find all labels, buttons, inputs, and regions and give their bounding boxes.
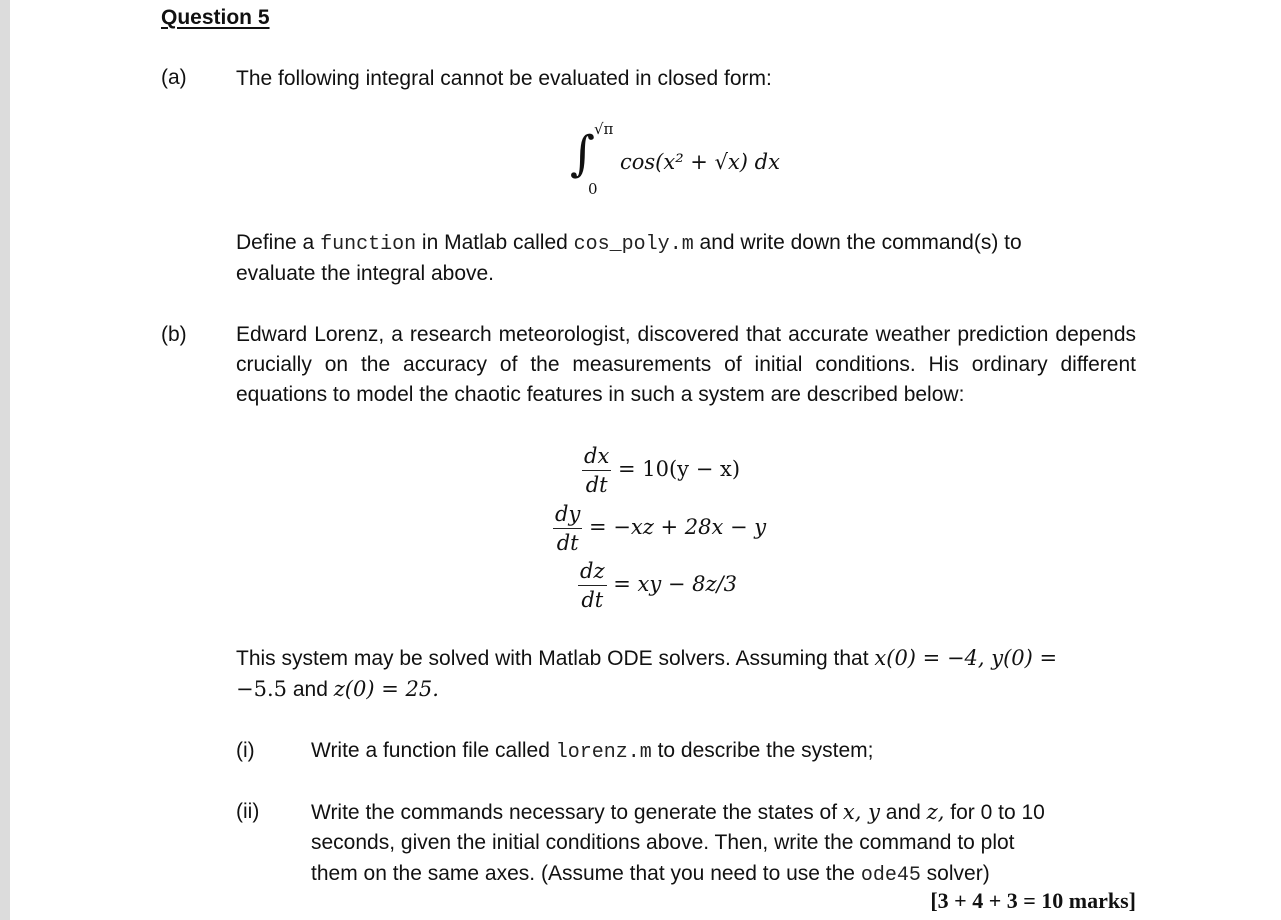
system-solve-line1 <box>236 643 1057 674</box>
text-fragment: in Matlab called <box>416 231 574 254</box>
initial-conditions-xy: x(0) = −4, y(0) = <box>874 646 1058 670</box>
text-fragment: Define a <box>236 231 321 254</box>
system-solve-line2 <box>236 674 439 705</box>
text-fragment: and <box>879 801 927 824</box>
equation-dx-dt <box>582 444 740 497</box>
text-fragment: them on the same axes. (Assume that you need to use the <box>311 862 861 885</box>
fraction-denominator: dt <box>556 531 579 555</box>
fraction-denominator: dt <box>585 473 608 497</box>
initial-condition-y-value: −5.5 <box>236 677 287 701</box>
sub-i-text <box>311 736 874 768</box>
fraction-numerator: dz <box>578 559 607 586</box>
part-a-intro: The following integral cannot be evaluated in closed form: <box>236 67 772 90</box>
equation-rhs: = 10(y − x) <box>617 457 741 481</box>
variables-xy: x, y <box>842 800 880 824</box>
code-filename-lorenz: lorenz.m <box>555 741 652 764</box>
part-a-label: (a) <box>161 66 187 89</box>
equation-dz-dt <box>578 559 737 612</box>
fraction-numerator: dx <box>582 444 611 471</box>
fraction-dx-dt <box>582 444 611 497</box>
fraction-numerator: dy <box>553 502 582 529</box>
variable-z: z, <box>926 800 945 824</box>
integral-upper-limit: √π <box>594 120 614 138</box>
part-a-instruction-line2: evaluate the integral above. <box>236 262 495 285</box>
sub-i-label: (i) <box>236 739 255 762</box>
part-b-label: (b) <box>161 323 187 346</box>
sub-ii-line3 <box>311 859 990 891</box>
text-fragment: solver) <box>920 862 990 885</box>
equation-rhs: = xy − 8z/3 <box>613 572 737 596</box>
fraction-dz-dt <box>578 559 607 612</box>
code-filename-cos-poly: cos_poly.m <box>573 233 694 256</box>
equation-rhs: = −xz + 28x − y <box>589 515 767 539</box>
code-ode45: ode45 <box>860 864 921 887</box>
question-title: Question 5 <box>161 6 270 29</box>
integrand: cos(x² + √x) dx <box>620 150 780 174</box>
fraction-denominator: dt <box>581 588 604 612</box>
text-fragment: This system may be solved with Matlab ODE solvers. Assuming that <box>236 647 875 670</box>
integral-sign: ∫ <box>570 126 596 182</box>
text-fragment: and write down the command(s) to <box>693 231 1022 254</box>
sub-ii-line2: seconds, given the initial conditions above. Then, write the command to plot <box>311 831 1015 854</box>
code-function-keyword: function <box>320 233 417 256</box>
page-margin-bar <box>0 0 10 920</box>
marks-total: [3 + 4 + 3 = 10 marks] <box>930 888 1136 913</box>
part-a-instruction-line1 <box>236 228 1022 260</box>
part-b-paragraph: Edward Lorenz, a research meteorologist, discovered that accurate weather prediction depends crucially on the accuracy of the measurements of initial conditions. His ordinary different equations to model the chaotic features in such a system are described below: <box>236 323 1136 406</box>
text-fragment: Write the commands necessary to generate the states of <box>311 801 843 824</box>
integral-expression <box>570 118 830 208</box>
integral-lower-limit: 0 <box>588 180 598 198</box>
text-fragment: to describe the system; <box>651 739 874 762</box>
text-fragment: and <box>287 678 334 701</box>
sub-ii-line1 <box>311 797 1045 828</box>
initial-condition-z: z(0) = 25. <box>333 677 439 701</box>
text-fragment: for 0 to 10 <box>944 801 1045 824</box>
fraction-dy-dt <box>553 502 582 555</box>
sub-ii-label: (ii) <box>236 800 260 823</box>
text-fragment: Write a function file called <box>311 739 556 762</box>
equation-dy-dt <box>553 502 766 555</box>
